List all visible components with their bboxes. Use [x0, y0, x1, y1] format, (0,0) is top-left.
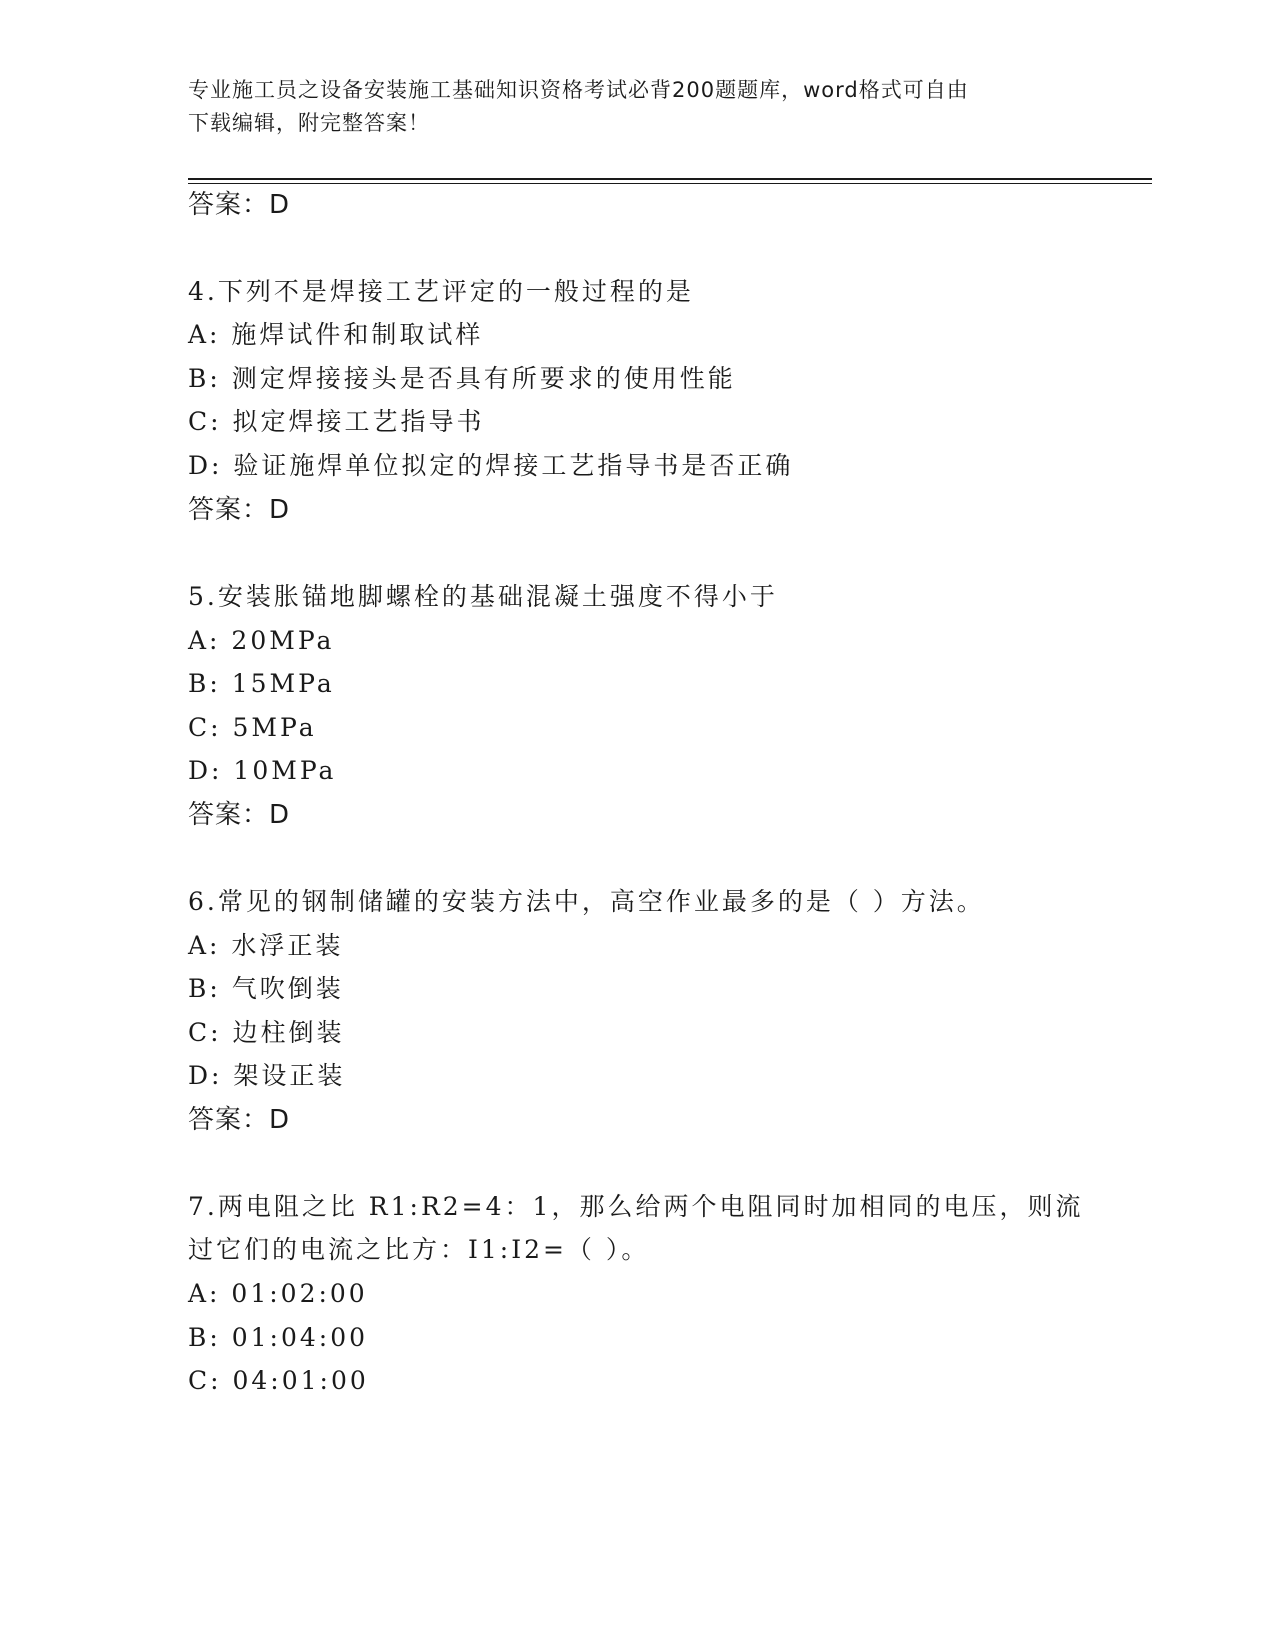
- question-7-stem-line-2: 过它们的电流之比方：I1:I2=（ ）。: [188, 1235, 650, 1264]
- question-5-answer: 答案：D: [188, 800, 291, 830]
- header-line-1: 专业施工员之设备安装施工基础知识资格考试必背200题题库，word格式可自由: [188, 78, 969, 102]
- question-5-option-c: C: 5MPa: [188, 713, 317, 742]
- question-6-answer: 答案：D: [188, 1105, 291, 1135]
- question-5-option-a: A: 20MPa: [188, 626, 335, 655]
- header-divider-thick: [188, 178, 1152, 180]
- question-7-option-b: B: 01:04:00: [188, 1323, 369, 1352]
- question-7-option-a: A: 01:02:00: [188, 1279, 368, 1308]
- question-4-option-b: B: 测定焊接接头是否具有所要求的使用性能: [188, 364, 736, 393]
- document-header: [188, 74, 1068, 140]
- question-4-stem: 4.下列不是焊接工艺评定的一般过程的是: [188, 277, 694, 306]
- question-4-option-d: D: 验证施焊单位拟定的焊接工艺指导书是否正确: [188, 451, 794, 480]
- previous-answer: 答案：D: [188, 190, 291, 220]
- question-5-option-d: D: 10MPa: [188, 756, 337, 785]
- question-5-stem: 5.安装胀锚地脚螺栓的基础混凝土强度不得小于: [188, 582, 778, 611]
- question-6-option-d: D: 架设正装: [188, 1061, 346, 1090]
- question-6-option-c: C: 边柱倒装: [188, 1018, 345, 1047]
- question-5-option-b: B: 15MPa: [188, 669, 335, 698]
- header-divider-thin: [188, 183, 1152, 184]
- header-line-2: 下载编辑，附完整答案！: [188, 111, 430, 135]
- question-7-stem-line-1: 7.两电阻之比 R1:R2=4：1，那么给两个电阻同时加相同的电压，则流: [188, 1192, 1084, 1221]
- question-6-stem: 6.常见的钢制储罐的安装方法中，高空作业最多的是（ ）方法。: [188, 887, 985, 916]
- question-7-option-c: C: 04:01:00: [188, 1366, 369, 1395]
- question-4-option-c: C: 拟定焊接工艺指导书: [188, 407, 485, 436]
- question-6-option-b: B: 气吹倒装: [188, 974, 344, 1003]
- question-4-answer: 答案：D: [188, 495, 291, 525]
- question-6-option-a: A: 水浮正装: [188, 931, 344, 960]
- question-4-option-a: A: 施焊试件和制取试样: [188, 320, 484, 349]
